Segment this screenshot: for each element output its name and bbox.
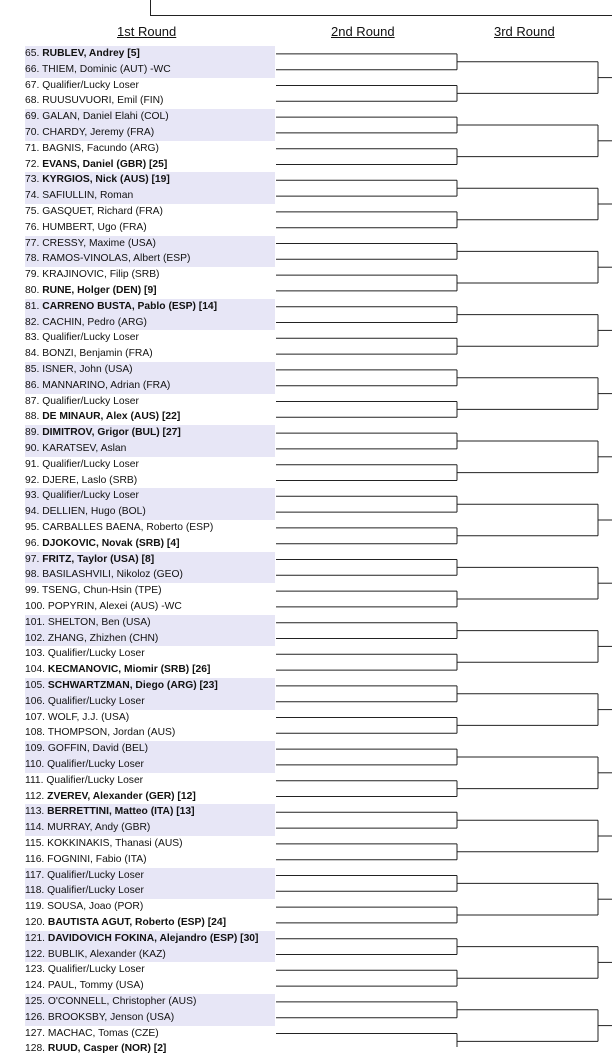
player-name: Qualifier/Lucky Loser [47, 869, 144, 881]
player-number: 84. [25, 348, 40, 360]
player-number: 113. [25, 806, 45, 818]
player-name: KARATSEV, Aslan [42, 443, 127, 454]
player-number: 95. [25, 522, 40, 533]
player-name: RAMOS-VINOLAS, Albert (ESP) [42, 253, 191, 265]
player-name: RUNE, Holger (DEN) [9] [42, 285, 157, 296]
player-name: MURRAY, Andy (GBR) [47, 822, 151, 834]
player-name: BROOKSBY, Jenson (USA) [47, 1011, 175, 1023]
player-number: 115. [25, 838, 45, 849]
player-number: 124. [25, 980, 46, 992]
player-name: DIMITROV, Grigor (BUL) [27] [42, 427, 181, 439]
player-number: 81. [25, 300, 40, 312]
player-number: 105. [25, 680, 46, 691]
player-number: 127. [25, 1027, 46, 1039]
player-number: 78. [25, 253, 40, 265]
player-number: 65. [25, 48, 40, 59]
round-3-header: 3rd Round [494, 24, 555, 39]
player-number: 74. [25, 190, 40, 202]
player-name: RUBLEV, Andrey [5] [42, 48, 140, 59]
player-number: 101. [25, 616, 46, 628]
player-name: CARRENO BUSTA, Pablo (ESP) [14] [42, 300, 218, 312]
player-name: Qualifier/Lucky Loser [42, 490, 139, 502]
player-name: TSENG, Chun-Hsin (TPE) [42, 585, 162, 597]
player-name: O'CONNELL, Christopher (AUS) [47, 996, 197, 1007]
player-number: 70. [25, 127, 40, 138]
player-number: 100. [25, 601, 46, 612]
player-number: 92. [25, 474, 40, 486]
player-number: 110. [25, 759, 45, 770]
player-name: Qualifier/Lucky Loser [47, 885, 144, 897]
player-number: 125. [25, 996, 46, 1007]
player-name: BUBLIK, Alexander (KAZ) [47, 948, 166, 960]
player-number: 104. [25, 664, 46, 676]
player-name: SCHWARTZMAN, Diego (ARG) [23] [47, 680, 218, 691]
player-name: CACHIN, Pedro (ARG) [42, 316, 147, 328]
player-number: 116. [25, 853, 45, 865]
player-name: GALAN, Daniel Elahi (COL) [42, 111, 169, 123]
player-name: Qualifier/Lucky Loser [42, 395, 139, 407]
player-number: 120. [25, 917, 46, 928]
player-name: KOKKINAKIS, Thanasi (AUS) [47, 838, 183, 849]
player-name: KECMANOVIC, Miomir (SRB) [26] [47, 664, 211, 676]
player-number: 72. [25, 158, 40, 170]
player-name: Qualifier/Lucky Loser [46, 774, 144, 786]
player-number: 85. [25, 364, 40, 375]
player-name: EVANS, Daniel (GBR) [25] [42, 158, 168, 170]
player-name: ZVEREV, Alexander (GER) [12] [47, 790, 196, 802]
player-number: 123. [25, 964, 46, 976]
player-number: 82. [25, 316, 40, 328]
player-name: BAUTISTA AGUT, Roberto (ESP) [24] [47, 917, 227, 928]
player-name: ZHANG, Zhizhen (CHN) [47, 632, 159, 644]
player-number: 99. [25, 585, 40, 597]
player-name: ISNER, John (USA) [42, 364, 133, 375]
player-name: BAGNIS, Facundo (ARG) [42, 142, 159, 154]
player-number: 108. [25, 727, 46, 739]
player-name: MACHAC, Tomas (CZE) [47, 1027, 159, 1039]
player-number: 126. [25, 1011, 46, 1023]
player-name: CRESSY, Maxime (USA) [42, 237, 156, 249]
player-name: CARBALLES BAENA, Roberto (ESP) [42, 522, 214, 533]
player-name: RUUSUVUORI, Emil (FIN) [42, 95, 164, 107]
player-number: 121. [25, 932, 46, 944]
player-name: DJERE, Laslo (SRB) [42, 474, 138, 486]
player-name: RUUD, Casper (NOR) [2] [47, 1043, 167, 1055]
player-name: SHELTON, Ben (USA) [47, 616, 151, 628]
player-number: 107. [25, 711, 46, 723]
player-number: 114. [25, 822, 45, 834]
player-number: 86. [25, 379, 40, 391]
player-name: DAVIDOVICH FOKINA, Alejandro (ESP) [30] [47, 932, 259, 944]
player-number: 79. [25, 269, 40, 281]
player-number: 68. [25, 95, 40, 107]
player-number: 67. [25, 79, 40, 91]
player-name: CHARDY, Jeremy (FRA) [42, 127, 155, 138]
player-number: 91. [25, 458, 40, 470]
player-number: 119. [25, 901, 45, 913]
player-name: Qualifier/Lucky Loser [47, 759, 144, 770]
player-name: Qualifier/Lucky Loser [47, 695, 145, 707]
player-name: SOUSA, Joao (POR) [47, 901, 144, 913]
player-number: 97. [25, 553, 40, 565]
player-number: 77. [25, 237, 40, 249]
player-number: 88. [25, 411, 40, 423]
player-name: BERRETTINI, Matteo (ITA) [13] [47, 806, 195, 818]
player-number: 112. [25, 790, 45, 802]
player-number: 102. [25, 632, 46, 644]
player-number: 90. [25, 443, 40, 454]
player-name: Qualifier/Lucky Loser [47, 648, 145, 660]
player-name: KYRGIOS, Nick (AUS) [19] [42, 174, 170, 186]
player-number: 111. [25, 774, 44, 786]
player-number: 71. [25, 142, 40, 154]
player-number: 75. [25, 206, 40, 217]
player-number: 83. [25, 332, 40, 344]
player-name: Qualifier/Lucky Loser [42, 79, 139, 91]
player-name: THOMPSON, Jordan (AUS) [47, 727, 176, 739]
player-number: 66. [25, 63, 40, 75]
player-number: 117. [25, 869, 45, 881]
player-number: 122. [25, 948, 46, 960]
player-name: SAFIULLIN, Roman [42, 190, 134, 202]
player-name: FOGNINI, Fabio (ITA) [47, 853, 147, 865]
player-name: GASQUET, Richard (FRA) [42, 206, 163, 217]
player-name: DJOKOVIC, Novak (SRB) [4] [42, 537, 180, 549]
player-name: DE MINAUR, Alex (AUS) [22] [42, 411, 181, 423]
player-number: 80. [25, 285, 40, 296]
player-name: MANNARINO, Adrian (FRA) [42, 379, 171, 391]
player-name: DELLIEN, Hugo (BOL) [42, 506, 146, 518]
player-number: 76. [25, 221, 40, 233]
player-name: Qualifier/Lucky Loser [42, 458, 139, 470]
player-name: Qualifier/Lucky Loser [42, 332, 139, 344]
round-2-header: 2nd Round [331, 24, 395, 39]
player-name: THIEM, Dominic (AUT) -WC [42, 63, 171, 75]
player-number: 109. [25, 743, 46, 755]
player-number: 69. [25, 111, 40, 123]
player-number: 94. [25, 506, 40, 518]
player-name: GOFFIN, David (BEL) [47, 743, 149, 755]
player-number: 96. [25, 537, 40, 549]
player-name: PAUL, Tommy (USA) [47, 980, 144, 992]
player-number: 98. [25, 569, 40, 581]
player-number: 73. [25, 174, 40, 186]
player-number: 118. [25, 885, 45, 897]
player-number: 93. [25, 490, 40, 502]
player-number: 106. [25, 695, 46, 707]
player-name: POPYRIN, Alexei (AUS) -WC [47, 601, 182, 612]
player-name: Qualifier/Lucky Loser [47, 964, 145, 976]
player-number: 103. [25, 648, 46, 660]
round-1-header: 1st Round [117, 24, 177, 39]
player-name: WOLF, J.J. (USA) [47, 711, 130, 723]
player-number: 89. [25, 427, 40, 439]
player-name: BASILASHVILI, Nikoloz (GEO) [42, 569, 183, 581]
player-number: 87. [25, 395, 40, 407]
player-name: HUMBERT, Ugo (FRA) [42, 221, 147, 233]
player-name: KRAJINOVIC, Filip (SRB) [42, 269, 160, 281]
player-name: BONZI, Benjamin (FRA) [42, 348, 153, 360]
player-name: FRITZ, Taylor (USA) [8] [42, 553, 155, 565]
player-number: 128. [25, 1043, 46, 1055]
